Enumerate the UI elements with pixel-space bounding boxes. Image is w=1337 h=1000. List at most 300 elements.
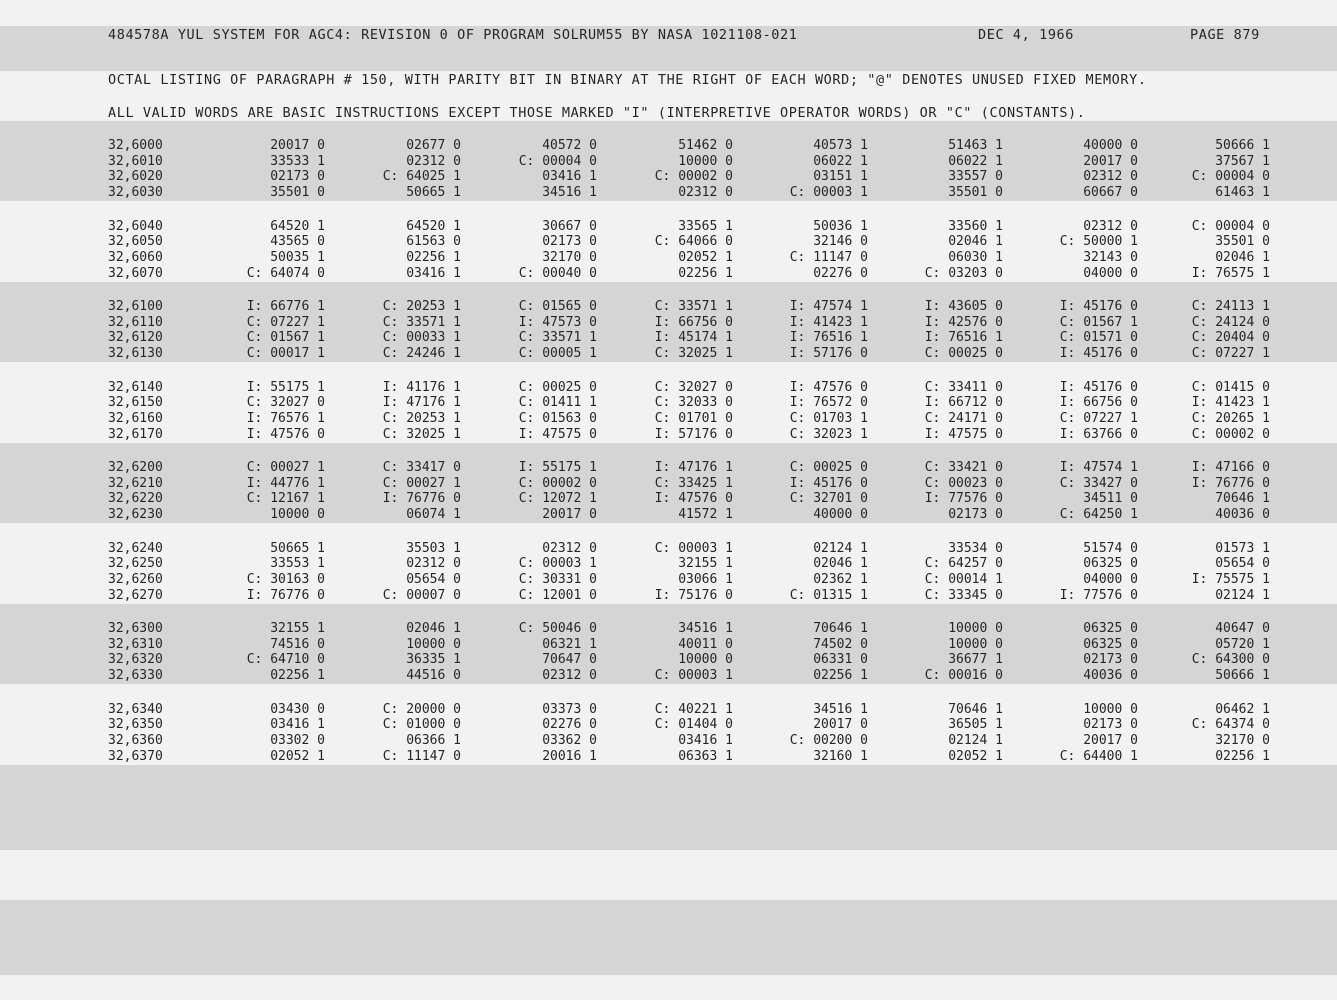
octal-word: C: 00004 0 bbox=[1191, 218, 1270, 234]
octal-word: 35501 0 bbox=[270, 185, 325, 201]
listing-row bbox=[0, 652, 1337, 668]
octal-word: C: 20253 1 bbox=[382, 299, 461, 314]
octal-word: 06030 1 bbox=[948, 249, 1003, 265]
octal-word: 10000 0 bbox=[678, 652, 733, 668]
octal-word: 01573 1 bbox=[1215, 540, 1270, 556]
octal-word: C: 32025 1 bbox=[382, 426, 461, 442]
octal-word: 70647 0 bbox=[542, 652, 597, 668]
octal-word: 03066 1 bbox=[678, 571, 733, 587]
octal-word: 20017 0 bbox=[1083, 153, 1138, 169]
octal-word: 70646 1 bbox=[813, 621, 868, 636]
octal-word: 06366 1 bbox=[406, 732, 461, 748]
listing-row bbox=[0, 346, 1337, 362]
octal-word: 02312 0 bbox=[542, 540, 597, 556]
octal-word: 70646 1 bbox=[948, 701, 1003, 717]
octal-word: C: 00027 1 bbox=[246, 460, 325, 475]
octal-word: C: 01315 1 bbox=[789, 587, 868, 603]
octal-word: 41572 1 bbox=[678, 507, 733, 523]
octal-word: 02256 1 bbox=[1215, 748, 1270, 764]
memory-address: 32,6330 bbox=[108, 668, 163, 684]
octal-word: 50036 1 bbox=[813, 218, 868, 234]
octal-word: I: 76572 0 bbox=[789, 395, 868, 411]
memory-address: 32,6040 bbox=[108, 218, 163, 234]
memory-address: 32,6250 bbox=[108, 556, 163, 572]
octal-word: I: 76776 0 bbox=[382, 491, 461, 507]
octal-word: 03416 1 bbox=[270, 717, 325, 733]
octal-word: 40572 0 bbox=[542, 138, 597, 153]
octal-word: C: 01703 1 bbox=[789, 410, 868, 426]
octal-word: 33557 0 bbox=[948, 169, 1003, 185]
octal-word: 02052 1 bbox=[678, 249, 733, 265]
octal-word: 30667 0 bbox=[542, 218, 597, 234]
octal-word: C: 00040 0 bbox=[518, 265, 597, 281]
listing-row bbox=[0, 476, 1337, 492]
memory-address: 32,6030 bbox=[108, 185, 163, 201]
octal-word: 02124 1 bbox=[948, 732, 1003, 748]
listing-row bbox=[0, 427, 1337, 443]
octal-word: I: 76776 0 bbox=[246, 587, 325, 603]
octal-word: 40036 0 bbox=[1215, 507, 1270, 523]
octal-word: I: 77576 0 bbox=[1059, 587, 1138, 603]
octal-word: C: 00004 0 bbox=[1191, 169, 1270, 185]
octal-word: 32155 1 bbox=[678, 556, 733, 572]
octal-word: I: 47176 1 bbox=[654, 460, 733, 475]
octal-word: C: 64074 0 bbox=[246, 265, 325, 281]
octal-word: C: 33571 1 bbox=[654, 299, 733, 314]
octal-word: C: 11147 0 bbox=[382, 748, 461, 764]
listing-row bbox=[0, 250, 1337, 266]
octal-word: 64520 1 bbox=[270, 218, 325, 234]
octal-word: I: 66712 0 bbox=[924, 395, 1003, 411]
octal-word: I: 66776 1 bbox=[246, 299, 325, 314]
octal-word: I: 66756 0 bbox=[654, 314, 733, 330]
octal-word: C: 64025 1 bbox=[382, 169, 461, 185]
memory-address: 32,6140 bbox=[108, 379, 163, 395]
octal-word: 10000 0 bbox=[948, 636, 1003, 652]
octal-word: 03302 0 bbox=[270, 732, 325, 748]
memory-address: 32,6120 bbox=[108, 330, 163, 346]
octal-word: C: 64250 1 bbox=[1059, 507, 1138, 523]
octal-word: C: 12072 1 bbox=[518, 491, 597, 507]
octal-word: I: 45176 0 bbox=[1059, 299, 1138, 314]
octal-word: 03151 1 bbox=[813, 169, 868, 185]
listing-row bbox=[0, 219, 1337, 235]
octal-word: I: 41423 1 bbox=[789, 314, 868, 330]
octal-word: C: 01411 1 bbox=[518, 395, 597, 411]
octal-word: 04000 0 bbox=[1083, 571, 1138, 587]
listing-row bbox=[0, 541, 1337, 557]
octal-word: C: 33411 0 bbox=[924, 379, 1003, 395]
listing-description: OCTAL LISTING OF PARAGRAPH # 150, WITH PARITY BIT IN BINARY AT THE RIGHT OF EACH WORD; "@" DENOTES UNUSED FIXED MEMORY. bbox=[108, 72, 1147, 88]
octal-word: C: 01415 0 bbox=[1191, 379, 1270, 395]
octal-word: 32146 0 bbox=[813, 234, 868, 250]
octal-word: 40000 0 bbox=[1083, 138, 1138, 153]
octal-word: 02173 0 bbox=[270, 169, 325, 185]
octal-word: C: 20253 1 bbox=[382, 410, 461, 426]
memory-address: 32,6200 bbox=[108, 460, 163, 475]
octal-word: C: 01000 0 bbox=[382, 717, 461, 733]
octal-word: C: 11147 0 bbox=[789, 249, 868, 265]
octal-word: 10000 0 bbox=[406, 636, 461, 652]
octal-word: 03362 0 bbox=[542, 732, 597, 748]
octal-word: 06325 0 bbox=[1083, 556, 1138, 572]
octal-word: C: 33425 1 bbox=[654, 475, 733, 491]
octal-word: 06331 0 bbox=[813, 652, 868, 668]
octal-word: I: 45176 0 bbox=[789, 475, 868, 491]
octal-word: 50666 1 bbox=[1215, 138, 1270, 153]
octal-word: 02173 0 bbox=[542, 234, 597, 250]
octal-word: 02312 0 bbox=[406, 556, 461, 572]
octal-word: I: 47575 0 bbox=[518, 426, 597, 442]
octal-word: C: 07227 1 bbox=[246, 314, 325, 330]
octal-word: 35501 0 bbox=[948, 185, 1003, 201]
octal-word: 05720 1 bbox=[1215, 636, 1270, 652]
listing-row bbox=[0, 169, 1337, 185]
octal-word: I: 75575 1 bbox=[1191, 571, 1270, 587]
octal-word: 34516 1 bbox=[542, 185, 597, 201]
octal-word: 02256 1 bbox=[678, 265, 733, 281]
listing-row bbox=[0, 185, 1337, 201]
octal-word: I: 55175 1 bbox=[518, 460, 597, 475]
memory-address: 32,6210 bbox=[108, 475, 163, 491]
octal-word: I: 76776 0 bbox=[1191, 475, 1270, 491]
octal-word: I: 47576 0 bbox=[654, 491, 733, 507]
octal-word: C: 64257 0 bbox=[924, 556, 1003, 572]
octal-word: 51463 1 bbox=[948, 138, 1003, 153]
octal-word: C: 24246 1 bbox=[382, 346, 461, 362]
octal-word: I: 47176 1 bbox=[382, 395, 461, 411]
octal-word: 61563 0 bbox=[406, 234, 461, 250]
listing-row bbox=[0, 556, 1337, 572]
octal-word: 02312 0 bbox=[1083, 218, 1138, 234]
octal-word: C: 00025 0 bbox=[518, 379, 597, 395]
octal-word: 51462 0 bbox=[678, 138, 733, 153]
octal-word: C: 01563 0 bbox=[518, 410, 597, 426]
octal-word: C: 01567 1 bbox=[1059, 314, 1138, 330]
octal-word: C: 24171 0 bbox=[924, 410, 1003, 426]
memory-address: 32,6160 bbox=[108, 410, 163, 426]
memory-address: 32,6300 bbox=[108, 621, 163, 636]
octal-word: 64520 1 bbox=[406, 218, 461, 234]
memory-address: 32,6000 bbox=[108, 138, 163, 153]
octal-word: 50035 1 bbox=[270, 249, 325, 265]
octal-word: C: 33417 0 bbox=[382, 460, 461, 475]
memory-address: 32,6320 bbox=[108, 652, 163, 668]
octal-word: C: 03203 0 bbox=[924, 265, 1003, 281]
listing-row bbox=[0, 717, 1337, 733]
octal-word: 36505 1 bbox=[948, 717, 1003, 733]
listing-legend: ALL VALID WORDS ARE BASIC INSTRUCTIONS EXCEPT THOSE MARKED "I" (INTERPRETIVE OPERATOR WORDS) OR "C" (CONSTANTS). bbox=[108, 105, 1086, 121]
listing-row bbox=[0, 411, 1337, 427]
octal-word: I: 75176 0 bbox=[654, 587, 733, 603]
octal-word: I: 41423 1 bbox=[1191, 395, 1270, 411]
octal-word: 20017 0 bbox=[270, 138, 325, 153]
octal-word: 06325 0 bbox=[1083, 636, 1138, 652]
octal-word: 20017 0 bbox=[813, 717, 868, 733]
octal-word: C: 00005 1 bbox=[518, 346, 597, 362]
memory-address: 32,6050 bbox=[108, 234, 163, 250]
octal-word: 02312 0 bbox=[406, 153, 461, 169]
octal-word: 43565 0 bbox=[270, 234, 325, 250]
octal-word: 02256 1 bbox=[270, 668, 325, 684]
listing-row bbox=[0, 572, 1337, 588]
listing-row bbox=[0, 315, 1337, 331]
memory-address: 32,6340 bbox=[108, 701, 163, 717]
octal-word: C: 01565 0 bbox=[518, 299, 597, 314]
octal-word: 40011 0 bbox=[678, 636, 733, 652]
octal-word: I: 45174 1 bbox=[654, 330, 733, 346]
octal-word: 50665 1 bbox=[270, 540, 325, 556]
listing-row bbox=[0, 507, 1337, 523]
octal-word: 32143 0 bbox=[1083, 249, 1138, 265]
octal-word: 36677 1 bbox=[948, 652, 1003, 668]
octal-word: C: 01567 1 bbox=[246, 330, 325, 346]
memory-address: 32,6310 bbox=[108, 636, 163, 652]
octal-word: 60667 0 bbox=[1083, 185, 1138, 201]
octal-word: 02276 0 bbox=[542, 717, 597, 733]
octal-word: C: 50000 1 bbox=[1059, 234, 1138, 250]
octal-word: C: 33571 1 bbox=[382, 314, 461, 330]
octal-word: C: 20000 0 bbox=[382, 701, 461, 717]
octal-word: 61463 1 bbox=[1215, 185, 1270, 201]
octal-word: C: 32025 1 bbox=[654, 346, 733, 362]
octal-word: 32170 0 bbox=[1215, 732, 1270, 748]
octal-word: 35501 0 bbox=[1215, 234, 1270, 250]
memory-address: 32,6230 bbox=[108, 507, 163, 523]
octal-word: 40647 0 bbox=[1215, 621, 1270, 636]
memory-address: 32,6100 bbox=[108, 299, 163, 314]
octal-word: C: 07227 1 bbox=[1059, 410, 1138, 426]
octal-word: 74516 0 bbox=[270, 636, 325, 652]
octal-word: 40036 0 bbox=[1083, 668, 1138, 684]
octal-word: 02173 0 bbox=[948, 507, 1003, 523]
listing-row bbox=[0, 491, 1337, 507]
octal-word: 02173 0 bbox=[1083, 652, 1138, 668]
octal-word: 02362 1 bbox=[813, 571, 868, 587]
listing-row bbox=[0, 733, 1337, 749]
memory-address: 32,6010 bbox=[108, 153, 163, 169]
octal-word: 03416 1 bbox=[542, 169, 597, 185]
memory-address: 32,6370 bbox=[108, 748, 163, 764]
octal-word: C: 64710 0 bbox=[246, 652, 325, 668]
octal-word: 02256 1 bbox=[406, 249, 461, 265]
memory-address: 32,6150 bbox=[108, 395, 163, 411]
octal-word: C: 12167 1 bbox=[246, 491, 325, 507]
octal-word: C: 00003 1 bbox=[654, 668, 733, 684]
octal-word: 02276 0 bbox=[813, 265, 868, 281]
octal-word: C: 00002 0 bbox=[1191, 426, 1270, 442]
octal-word: 20017 0 bbox=[542, 507, 597, 523]
octal-word: C: 20265 1 bbox=[1191, 410, 1270, 426]
octal-word: 20016 1 bbox=[542, 748, 597, 764]
octal-word: I: 76516 1 bbox=[924, 330, 1003, 346]
octal-word: 10000 0 bbox=[270, 507, 325, 523]
octal-word: C: 00003 1 bbox=[789, 185, 868, 201]
octal-word: 02052 1 bbox=[948, 748, 1003, 764]
octal-word: 33565 1 bbox=[678, 218, 733, 234]
octal-word: 35503 1 bbox=[406, 540, 461, 556]
octal-word: I: 41176 1 bbox=[382, 379, 461, 395]
octal-word: 02124 1 bbox=[1215, 587, 1270, 603]
octal-word: 36335 1 bbox=[406, 652, 461, 668]
octal-word: I: 47574 1 bbox=[1059, 460, 1138, 475]
octal-word: C: 33571 1 bbox=[518, 330, 597, 346]
listing-row bbox=[0, 154, 1337, 170]
listing-row bbox=[0, 749, 1337, 765]
octal-word: C: 01571 0 bbox=[1059, 330, 1138, 346]
octal-word: 44516 0 bbox=[406, 668, 461, 684]
octal-word: C: 64400 1 bbox=[1059, 748, 1138, 764]
octal-word: 05654 0 bbox=[1215, 556, 1270, 572]
octal-word: C: 12001 0 bbox=[518, 587, 597, 603]
octal-word: C: 32027 0 bbox=[246, 395, 325, 411]
octal-word: I: 47574 1 bbox=[789, 299, 868, 314]
octal-word: I: 63766 0 bbox=[1059, 426, 1138, 442]
memory-address: 32,6260 bbox=[108, 571, 163, 587]
octal-word: 02256 1 bbox=[813, 668, 868, 684]
octal-word: 33553 1 bbox=[270, 556, 325, 572]
octal-word: 05654 0 bbox=[406, 571, 461, 587]
octal-word: 02046 1 bbox=[813, 556, 868, 572]
listing-row bbox=[0, 460, 1337, 476]
octal-word: 02052 1 bbox=[270, 748, 325, 764]
octal-word: 06321 1 bbox=[542, 636, 597, 652]
octal-word: C: 20404 0 bbox=[1191, 330, 1270, 346]
octal-word: I: 57176 0 bbox=[789, 346, 868, 362]
octal-word: 06462 1 bbox=[1215, 701, 1270, 717]
memory-address: 32,6350 bbox=[108, 717, 163, 733]
octal-word: C: 33421 0 bbox=[924, 460, 1003, 475]
octal-word: 33560 1 bbox=[948, 218, 1003, 234]
octal-word: I: 47576 0 bbox=[789, 379, 868, 395]
memory-address: 32,6170 bbox=[108, 426, 163, 442]
octal-word: 02677 0 bbox=[406, 138, 461, 153]
octal-word: I: 47166 0 bbox=[1191, 460, 1270, 475]
octal-word: C: 00014 1 bbox=[924, 571, 1003, 587]
octal-word: C: 24124 0 bbox=[1191, 314, 1270, 330]
octal-word: 03430 0 bbox=[270, 701, 325, 717]
page-number: PAGE 879 bbox=[1190, 27, 1260, 43]
octal-word: 37567 1 bbox=[1215, 153, 1270, 169]
octal-word: 06022 1 bbox=[948, 153, 1003, 169]
octal-word: C: 00023 0 bbox=[924, 475, 1003, 491]
octal-word: 02312 0 bbox=[678, 185, 733, 201]
octal-word: C: 00003 1 bbox=[518, 556, 597, 572]
listing-row bbox=[0, 588, 1337, 604]
octal-word: 40573 1 bbox=[813, 138, 868, 153]
octal-word: 02124 1 bbox=[813, 540, 868, 556]
octal-word: C: 00002 0 bbox=[654, 169, 733, 185]
octal-word: C: 00025 0 bbox=[924, 346, 1003, 362]
octal-word: C: 32701 0 bbox=[789, 491, 868, 507]
octal-word: 50666 1 bbox=[1215, 668, 1270, 684]
octal-word: 06074 1 bbox=[406, 507, 461, 523]
octal-word: C: 64374 0 bbox=[1191, 717, 1270, 733]
octal-word: I: 77576 0 bbox=[924, 491, 1003, 507]
listing-row bbox=[0, 702, 1337, 718]
listing-title: 484578A YUL SYSTEM FOR AGC4: REVISION 0 OF PROGRAM SOLRUM55 BY NASA 1021108-021 bbox=[108, 27, 798, 43]
octal-word: 32160 1 bbox=[813, 748, 868, 764]
octal-word: C: 00003 1 bbox=[654, 540, 733, 556]
octal-word: 03373 0 bbox=[542, 701, 597, 717]
octal-word: 20017 0 bbox=[1083, 732, 1138, 748]
octal-word: 32155 1 bbox=[270, 621, 325, 636]
memory-address: 32,6220 bbox=[108, 491, 163, 507]
octal-word: C: 33345 0 bbox=[924, 587, 1003, 603]
paper-stripe bbox=[0, 900, 1337, 975]
octal-word: 34511 0 bbox=[1083, 491, 1138, 507]
octal-word: 33533 1 bbox=[270, 153, 325, 169]
octal-word: 06325 0 bbox=[1083, 621, 1138, 636]
octal-word: I: 47575 0 bbox=[924, 426, 1003, 442]
octal-word: C: 00004 0 bbox=[518, 153, 597, 169]
listing-row bbox=[0, 668, 1337, 684]
octal-word: C: 00033 1 bbox=[382, 330, 461, 346]
listing-row bbox=[0, 299, 1337, 315]
octal-word: 34516 1 bbox=[813, 701, 868, 717]
memory-address: 32,6060 bbox=[108, 249, 163, 265]
octal-word: 32170 0 bbox=[542, 249, 597, 265]
listing-row bbox=[0, 637, 1337, 653]
octal-word: 40000 0 bbox=[813, 507, 868, 523]
octal-word: I: 42576 0 bbox=[924, 314, 1003, 330]
listing-row bbox=[0, 395, 1337, 411]
octal-word: C: 00025 0 bbox=[789, 460, 868, 475]
octal-word: 50665 1 bbox=[406, 185, 461, 201]
octal-word: C: 33427 0 bbox=[1059, 475, 1138, 491]
octal-word: 10000 0 bbox=[678, 153, 733, 169]
listing-row bbox=[0, 380, 1337, 396]
octal-word: 10000 0 bbox=[1083, 701, 1138, 717]
octal-word: 06363 1 bbox=[678, 748, 733, 764]
octal-word: 02046 1 bbox=[406, 621, 461, 636]
memory-address: 32,6110 bbox=[108, 314, 163, 330]
octal-word: C: 32023 1 bbox=[789, 426, 868, 442]
listing-row bbox=[0, 234, 1337, 250]
octal-word: C: 64066 0 bbox=[654, 234, 733, 250]
octal-word: C: 30163 0 bbox=[246, 571, 325, 587]
memory-address: 32,6270 bbox=[108, 587, 163, 603]
listing-date: DEC 4, 1966 bbox=[978, 27, 1075, 43]
octal-word: C: 24113 1 bbox=[1191, 299, 1270, 314]
paper-stripe bbox=[0, 765, 1337, 850]
octal-word: C: 00007 0 bbox=[382, 587, 461, 603]
octal-word: I: 43605 0 bbox=[924, 299, 1003, 314]
octal-word: I: 57176 0 bbox=[654, 426, 733, 442]
memory-address: 32,6070 bbox=[108, 265, 163, 281]
octal-word: 02046 1 bbox=[948, 234, 1003, 250]
octal-word: 06022 1 bbox=[813, 153, 868, 169]
octal-word: I: 44776 1 bbox=[246, 475, 325, 491]
octal-word: I: 76516 1 bbox=[789, 330, 868, 346]
octal-word: I: 76576 1 bbox=[246, 410, 325, 426]
memory-address: 32,6130 bbox=[108, 346, 163, 362]
octal-word: 70646 1 bbox=[1215, 491, 1270, 507]
octal-word: C: 07227 1 bbox=[1191, 346, 1270, 362]
octal-word: C: 32027 0 bbox=[654, 379, 733, 395]
octal-word: I: 66756 0 bbox=[1059, 395, 1138, 411]
octal-word: C: 00016 0 bbox=[924, 668, 1003, 684]
octal-word: C: 32033 0 bbox=[654, 395, 733, 411]
octal-word: C: 00002 0 bbox=[518, 475, 597, 491]
octal-word: C: 00027 1 bbox=[382, 475, 461, 491]
octal-word: C: 00017 1 bbox=[246, 346, 325, 362]
octal-word: 02312 0 bbox=[542, 668, 597, 684]
octal-word: 02046 1 bbox=[1215, 249, 1270, 265]
octal-word: 74502 0 bbox=[813, 636, 868, 652]
memory-address: 32,6020 bbox=[108, 169, 163, 185]
listing-row bbox=[0, 138, 1337, 154]
